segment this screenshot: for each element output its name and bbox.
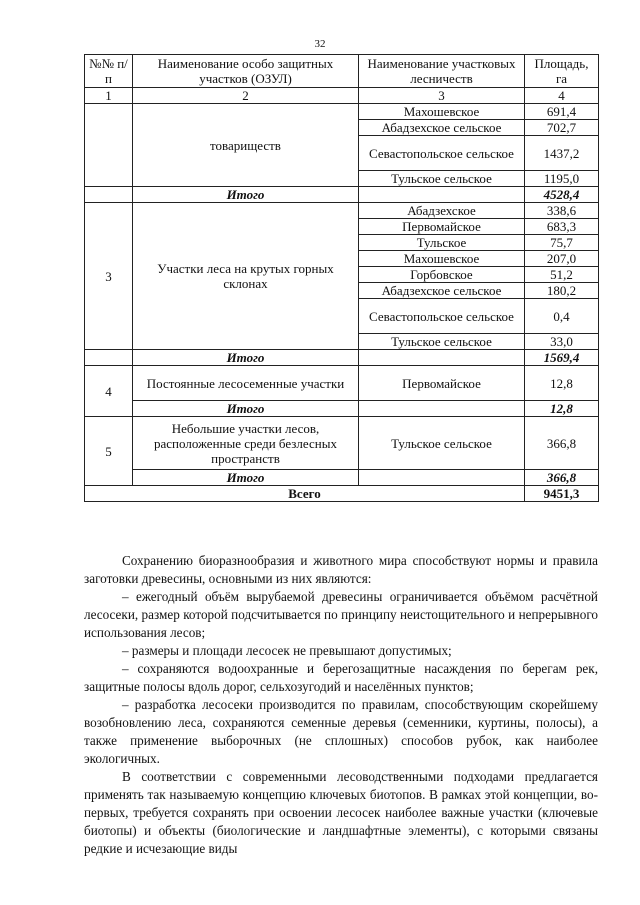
area-name-cell: товариществ bbox=[133, 104, 359, 187]
forestry-cell: Горбовское bbox=[359, 267, 525, 283]
subtotal-label: Итого bbox=[133, 350, 359, 366]
area-name-cell: Участки леса на крутых горных склонах bbox=[133, 203, 359, 350]
table-row bbox=[85, 203, 599, 219]
col-number: 3 bbox=[359, 88, 525, 104]
row-number-cell: 3 bbox=[85, 203, 133, 350]
col-number: 4 bbox=[525, 88, 599, 104]
table-header-row bbox=[85, 55, 599, 88]
subtotal-label: Итого bbox=[133, 187, 359, 203]
area-name-cell: Небольшие участки лесов, расположенные среди безлесных пространств bbox=[133, 417, 359, 470]
column-numbers-row bbox=[85, 88, 599, 104]
forestry-cell: Махошевское bbox=[359, 251, 525, 267]
forestry-cell: Тульское сельское bbox=[359, 334, 525, 350]
area-cell: 207,0 bbox=[525, 251, 599, 267]
area-cell: 12,8 bbox=[525, 366, 599, 401]
area-name-cell: Постоянные лесосеменные участки bbox=[133, 366, 359, 401]
subtotal-row bbox=[85, 350, 599, 366]
forestry-cell: Севастопольское сельское bbox=[359, 136, 525, 171]
header-number: №№ п/п bbox=[85, 55, 133, 88]
area-cell: 1195,0 bbox=[525, 171, 599, 187]
paragraph: – размеры и площади лесосек не превышают допустимых; bbox=[122, 643, 452, 658]
area-cell: 683,3 bbox=[525, 219, 599, 235]
area-cell: 75,7 bbox=[525, 235, 599, 251]
area-cell: 51,2 bbox=[525, 267, 599, 283]
grand-total-value: 9451,3 bbox=[525, 486, 599, 502]
col-number: 1 bbox=[85, 88, 133, 104]
forestry-cell: Севастопольское сельское bbox=[359, 299, 525, 334]
forestry-cell: Тульское сельское bbox=[359, 171, 525, 187]
subtotal-row bbox=[85, 470, 599, 486]
area-cell: 366,8 bbox=[525, 417, 599, 470]
subtotal-value: 1569,4 bbox=[525, 350, 599, 366]
protected-areas-table bbox=[84, 54, 599, 502]
forestry-cell: Первомайское bbox=[359, 366, 525, 401]
grand-total-row bbox=[85, 486, 599, 502]
table-row bbox=[85, 104, 599, 120]
table-row bbox=[85, 417, 599, 470]
page-number: 32 bbox=[314, 38, 326, 50]
paragraph: – сохраняются водоохранные и берегозащитные насаждения по берегам рек, защитные полосы вдоль дорог, сельхозугодий и населённых пунктов; bbox=[84, 661, 598, 694]
subtotal-value: 366,8 bbox=[525, 470, 599, 486]
grand-total-label: Всего bbox=[85, 486, 525, 502]
row-number-cell: 5 bbox=[85, 417, 133, 486]
area-cell: 691,4 bbox=[525, 104, 599, 120]
subtotal-label: Итого bbox=[133, 470, 359, 486]
subtotal-label: Итого bbox=[133, 401, 359, 417]
row-number-cell bbox=[85, 104, 133, 187]
area-cell: 1437,2 bbox=[525, 136, 599, 171]
forestry-cell: Тульское сельское bbox=[359, 417, 525, 470]
paragraph: – разработка лесосеки производится по правилам, способствующим скорейшему возобновлению леса, сохраняются семенные деревья (семенники, куртины, полосы), а также применение выборочных (не сплошных) способов рубок, как наиболее экологичных. bbox=[84, 697, 598, 766]
area-cell: 702,7 bbox=[525, 120, 599, 136]
area-cell: 180,2 bbox=[525, 283, 599, 299]
body-text bbox=[84, 552, 598, 858]
area-cell: 338,6 bbox=[525, 203, 599, 219]
row-number-cell: 4 bbox=[85, 366, 133, 417]
subtotal-row bbox=[85, 401, 599, 417]
forestry-cell: Абадзехское сельское bbox=[359, 120, 525, 136]
subtotal-value: 4528,4 bbox=[525, 187, 599, 203]
forestry-cell: Абадзехское bbox=[359, 203, 525, 219]
paragraph: Сохранению биоразнообразия и животного мира способствуют нормы и правила заготовки древесины, основными из них являются: bbox=[84, 553, 598, 586]
header-forestry: Наименование участковых лесничеств bbox=[359, 55, 525, 88]
header-area-name: Наименование особо защитных участков (ОЗУЛ) bbox=[133, 55, 359, 88]
table-row bbox=[85, 366, 599, 401]
subtotal-value: 12,8 bbox=[525, 401, 599, 417]
col-number: 2 bbox=[133, 88, 359, 104]
header-area: Площадь, га bbox=[525, 55, 599, 88]
forestry-cell: Махошевское bbox=[359, 104, 525, 120]
area-cell: 33,0 bbox=[525, 334, 599, 350]
area-cell: 0,4 bbox=[525, 299, 599, 334]
forestry-cell: Абадзехское сельское bbox=[359, 283, 525, 299]
forestry-cell: Первомайское bbox=[359, 219, 525, 235]
paragraph: – ежегодный объём вырубаемой древесины ограничивается объёмом расчётной лесосеки, размер которой подсчитывается по принципу неистощительного и непрерывного использования лесов; bbox=[84, 589, 598, 640]
paragraph: В соответствии с современными лесоводственными подходами предлагается применять так называемую концепцию ключевых биотопов. В рамках этой концепции, во-первых, требуется сохранять при освоении лесосек наиболее важные участки (ключевые биотопы) и объекты (биологические и ландшафтные элементы), с которыми связаны редкие и исчезающие виды bbox=[84, 769, 598, 856]
subtotal-row bbox=[85, 187, 599, 203]
forestry-cell: Тульское bbox=[359, 235, 525, 251]
